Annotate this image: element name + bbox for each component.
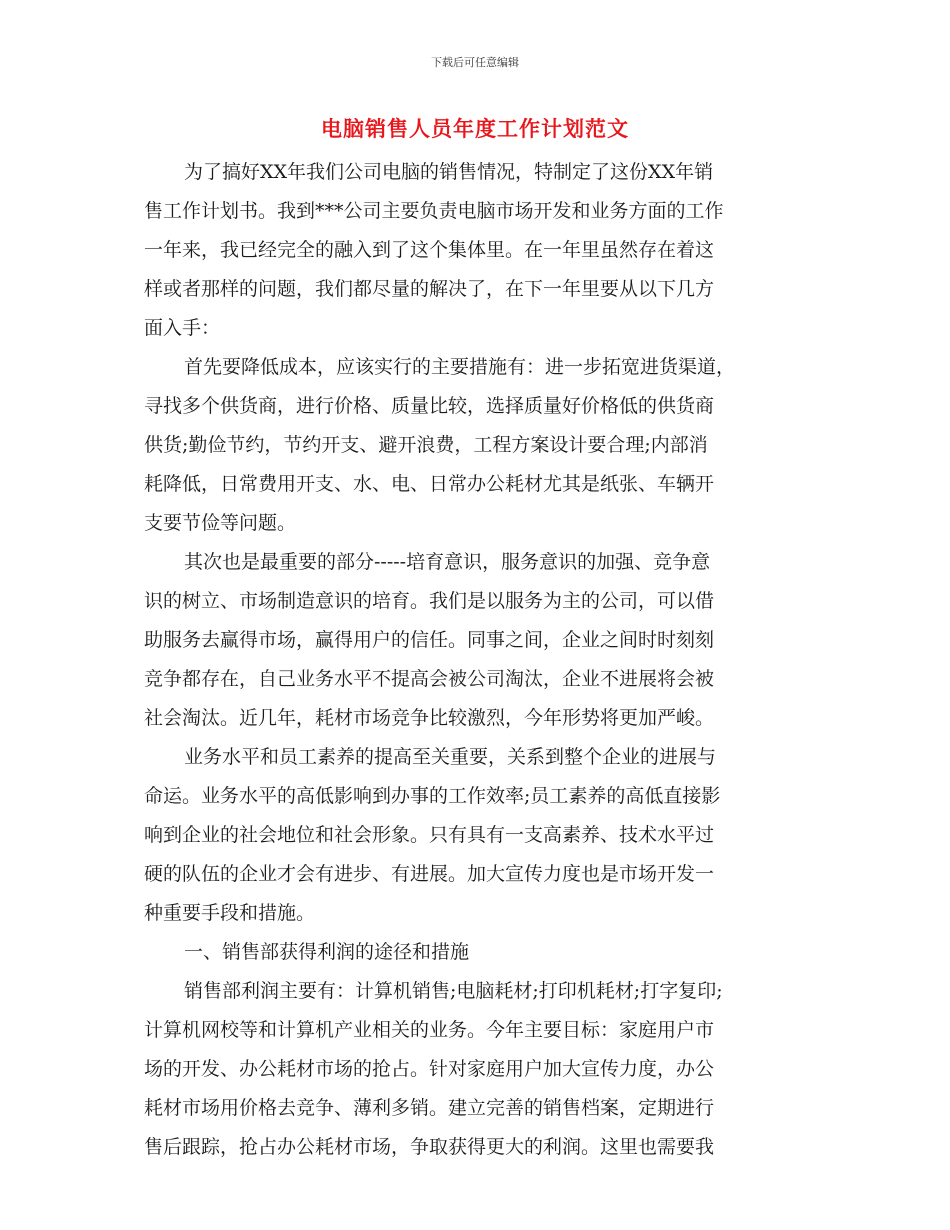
body-line: 支要节俭等问题。 [144,512,297,534]
body-line: 销售部利润主要有：计算机销售;电脑耗材;打印机耗材;打字复印; [184,980,723,1002]
body-line: 耗材市场用价格去竞争、薄利多销。建立完善的销售档案，定期进行 [144,1097,715,1119]
body-line: 耗降低，日常费用开支、水、电、日常办公耗材尤其是纸张、车辆开 [144,473,715,495]
body-line: 售工作计划书。我到***公司主要负责电脑市场开发和业务方面的工作 [144,200,724,222]
body-line: 种重要手段和措施。 [144,902,316,924]
body-line: 首先要降低成本，应该实行的主要措施有：进一步拓宽进货渠道， [184,356,736,378]
body-line: 为了搞好XX年我们公司电脑的销售情况，特制定了这份XX年销 [184,161,714,183]
body-line: 场的开发、办公耗材市场的抢占。针对家庭用户加大宣传力度，办公 [144,1058,715,1080]
document-title: 电脑销售人员年度工作计划范文 [321,117,629,141]
body-line: 响到企业的社会地位和社会形象。只有具有一支高素养、技术水平过 [144,824,715,846]
body-line: 竞争都存在，自己业务水平不提高会被公司淘汰，企业不进展将会被 [144,668,715,690]
document-body [144,153,816,1167]
body-line: 面入手： [144,317,221,339]
body-line: 售后跟踪，抢占办公耗材市场，争取获得更大的利润。这里也需要我 [144,1136,715,1158]
body-line: 寻找多个供货商，进行价格、质量比较，选择质量好价格低的供货商 [144,395,715,417]
body-line: 一、销售部获得利润的途径和措施 [184,941,470,963]
body-line: 一年来，我已经完全的融入到了这个集体里。在一年里虽然存在着这 [144,239,715,261]
body-line: 命运。业务水平的高低影响到办事的工作效率;员工素养的高低直接影 [144,785,721,807]
header-note: 下载后可任意编辑 [431,56,519,69]
body-line: 样或者那样的问题，我们都尽量的解决了，在下一年里要从以下几方 [144,278,715,300]
body-line: 供货;勤俭节约，节约开支、避开浪费，工程方案设计要合理;内部消 [144,434,708,456]
body-line: 硬的队伍的企业才会有进步、有进展。加大宣传力度也是市场开发一 [144,863,715,885]
body-line: 业务水平和员工素养的提高至关重要，关系到整个企业的进展与 [184,746,717,768]
body-line: 其次也是最重要的部分-----培育意识，服务意识的加强、竞争意 [184,551,711,573]
body-line: 助服务去赢得市场，赢得用户的信任。同事之间，企业之间时时刻刻 [144,629,715,651]
body-line: 识的树立、市场制造意识的培育。我们是以服务为主的公司，可以借 [144,590,715,612]
body-line: 计算机网校等和计算机产业相关的业务。今年主要目标：家庭用户市 [144,1019,715,1041]
body-line: 社会淘汰。近几年，耗材市场竞争比较激烈，今年形势将更加严峻。 [144,707,715,729]
